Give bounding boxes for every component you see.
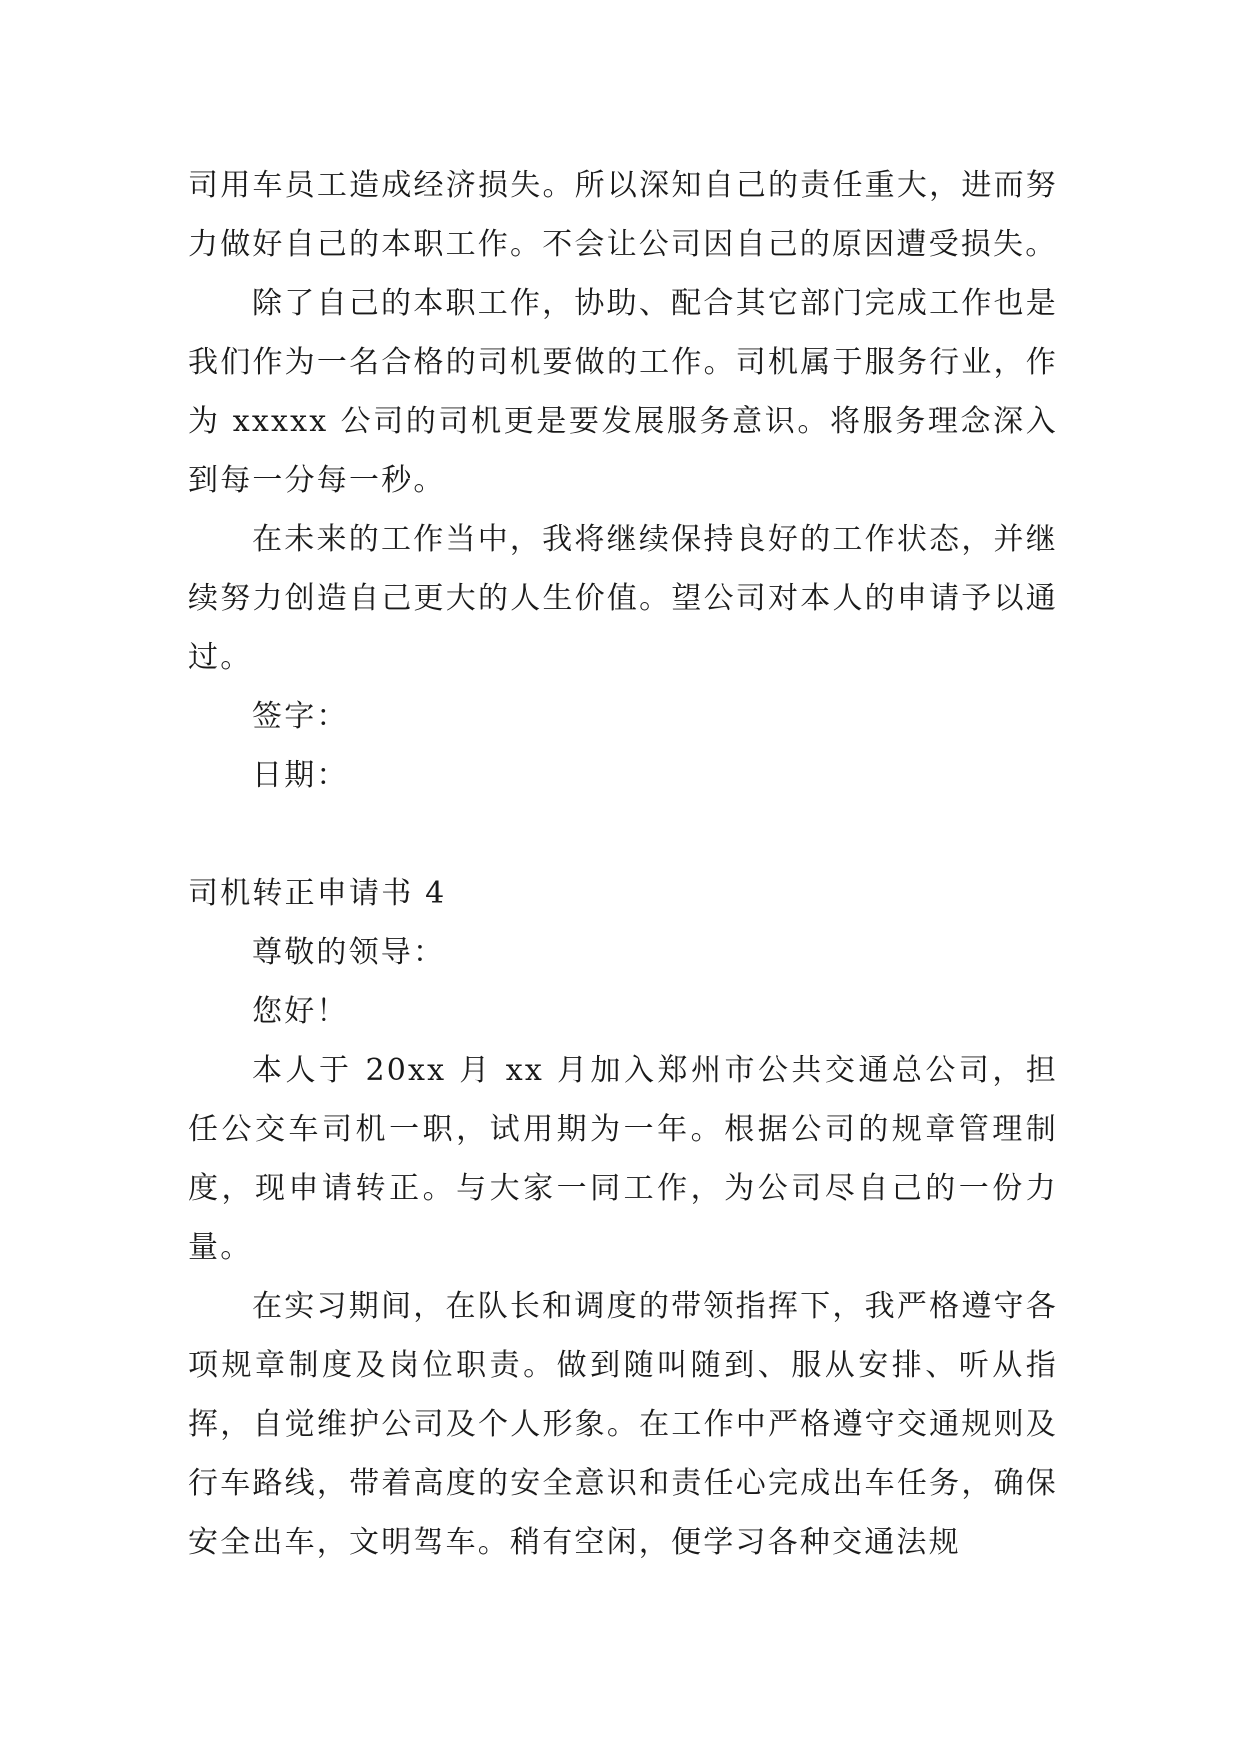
date-line: 日期： xyxy=(252,758,349,793)
paragraph: 除了自己的本职工作，协助、配合其它部门完成工作也是我们作为一名合格的司机要做的工作。司机属于服务行业，作为 xxxxx 公司的司机更是要发展服务意识。将服务理念深入到每一分每一秒。 xyxy=(188,286,1058,498)
document-body xyxy=(188,156,1058,1572)
section-title: 司机转正申请书 4 xyxy=(188,876,447,911)
paragraph: 司用车员工造成经济损失。所以深知自己的责任重大，进而努力做好自己的本职工作。不会让公司因自己的原因遭受损失。 xyxy=(188,168,1058,262)
paragraph: 本人于 20xx 月 xx 月加入郑州市公共交通总公司，担任公交车司机一职，试用期为一年。根据公司的规章管理制度，现申请转正。与大家一同工作，为公司尽自己的一份力量。 xyxy=(188,1053,1058,1265)
signature-line: 签字： xyxy=(252,699,349,734)
paragraph: 在未来的工作当中，我将继续保持良好的工作状态，并继续努力创造自己更大的人生价值。望公司对本人的申请予以通过。 xyxy=(188,522,1058,675)
paragraph: 在实习期间，在队长和调度的带领指挥下，我严格遵守各项规章制度及岗位职责。做到随叫随到、服从安排、听从指挥，自觉维护公司及个人形象。在工作中严格遵守交通规则及行车路线，带着高度的安全意识和责任心完成出车任务，确保安全出车，文明驾车。稍有空闲，便学习各种交通法规 xyxy=(188,1289,1058,1560)
greeting: 您好！ xyxy=(252,994,349,1029)
salutation: 尊敬的领导： xyxy=(252,935,446,970)
section-gap xyxy=(188,805,1058,864)
